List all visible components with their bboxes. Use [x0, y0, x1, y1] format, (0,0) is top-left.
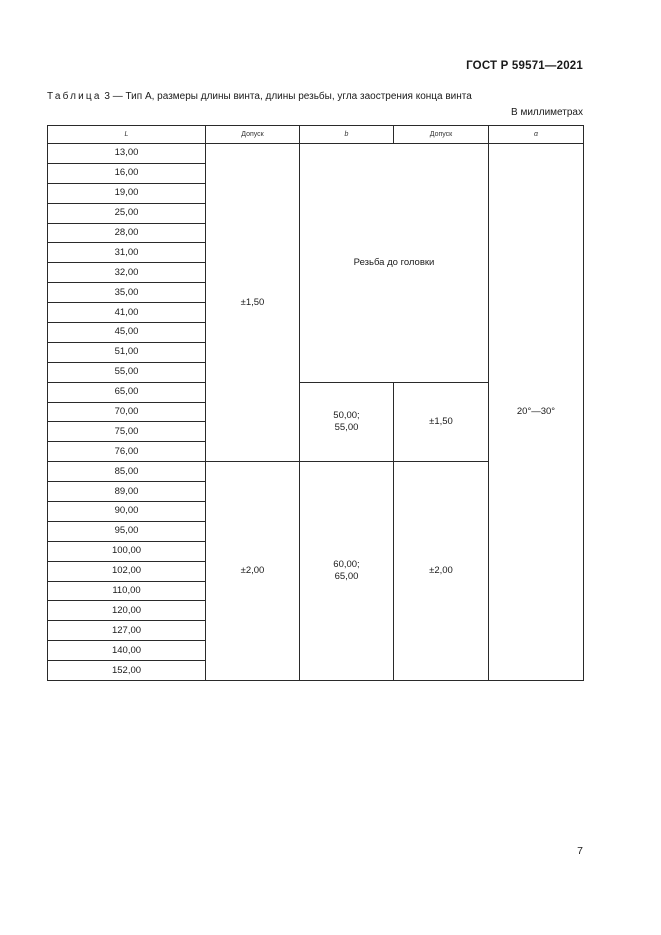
b-value: 50,00; — [333, 409, 360, 421]
length-cell: 85,00 — [48, 462, 206, 482]
length-cell: 70,00 — [48, 402, 206, 422]
b-value: 60,00; — [333, 559, 360, 571]
page-number: 7 — [577, 845, 583, 857]
units-note: В миллиметрах — [511, 107, 583, 118]
column-header-L: L — [48, 126, 206, 144]
length-cell: 41,00 — [48, 303, 206, 323]
length-cell: 35,00 — [48, 283, 206, 303]
length-cell: 16,00 — [48, 163, 206, 183]
tolerance-cell-group1: ±1,50 — [206, 144, 300, 462]
standard-code: ГОСТ Р 59571—2021 — [466, 60, 583, 72]
length-cell: 45,00 — [48, 323, 206, 343]
length-cell: 65,00 — [48, 382, 206, 402]
table-caption-text: 3 — Тип А, размеры длины винта, длины резьбы, угла заострения конца винта — [104, 91, 472, 102]
table-caption-label: Таблица — [47, 91, 102, 102]
table-caption — [47, 91, 472, 102]
tolerance-cell-group2: ±2,00 — [206, 462, 300, 681]
length-cell: 19,00 — [48, 183, 206, 203]
length-cell: 110,00 — [48, 581, 206, 601]
thread-full-cell: Резьба до головки — [300, 144, 489, 383]
length-cell: 89,00 — [48, 482, 206, 502]
b-value: 65,00 — [334, 571, 359, 583]
table-header-row — [48, 126, 584, 144]
length-cell: 95,00 — [48, 521, 206, 541]
length-cell: 140,00 — [48, 641, 206, 661]
b-value-cell-group1 — [300, 382, 394, 462]
length-cell: 25,00 — [48, 203, 206, 223]
column-header-b-tolerance: Допуск — [394, 126, 489, 144]
column-header-alpha: α — [489, 126, 584, 144]
dimensions-table — [47, 125, 584, 681]
b-tolerance-cell-group2: ±2,00 — [394, 462, 489, 681]
length-cell: 75,00 — [48, 422, 206, 442]
length-cell: 100,00 — [48, 541, 206, 561]
table-body — [48, 144, 584, 681]
length-cell: 102,00 — [48, 561, 206, 581]
b-value-cell-group2 — [300, 462, 394, 681]
length-cell: 127,00 — [48, 621, 206, 641]
length-cell: 51,00 — [48, 342, 206, 362]
column-header-b: b — [300, 126, 394, 144]
length-cell: 76,00 — [48, 442, 206, 462]
column-header-tolerance: Допуск — [206, 126, 300, 144]
length-cell: 31,00 — [48, 243, 206, 263]
length-cell: 55,00 — [48, 362, 206, 382]
b-tolerance-cell-group1: ±1,50 — [394, 382, 489, 462]
angle-cell: 20°—30° — [489, 144, 584, 681]
length-cell: 90,00 — [48, 502, 206, 522]
b-value: 55,00 — [334, 421, 359, 433]
table-row — [48, 144, 584, 164]
length-cell: 152,00 — [48, 661, 206, 681]
length-cell: 120,00 — [48, 601, 206, 621]
length-cell: 13,00 — [48, 144, 206, 164]
length-cell: 28,00 — [48, 223, 206, 243]
length-cell: 32,00 — [48, 263, 206, 283]
